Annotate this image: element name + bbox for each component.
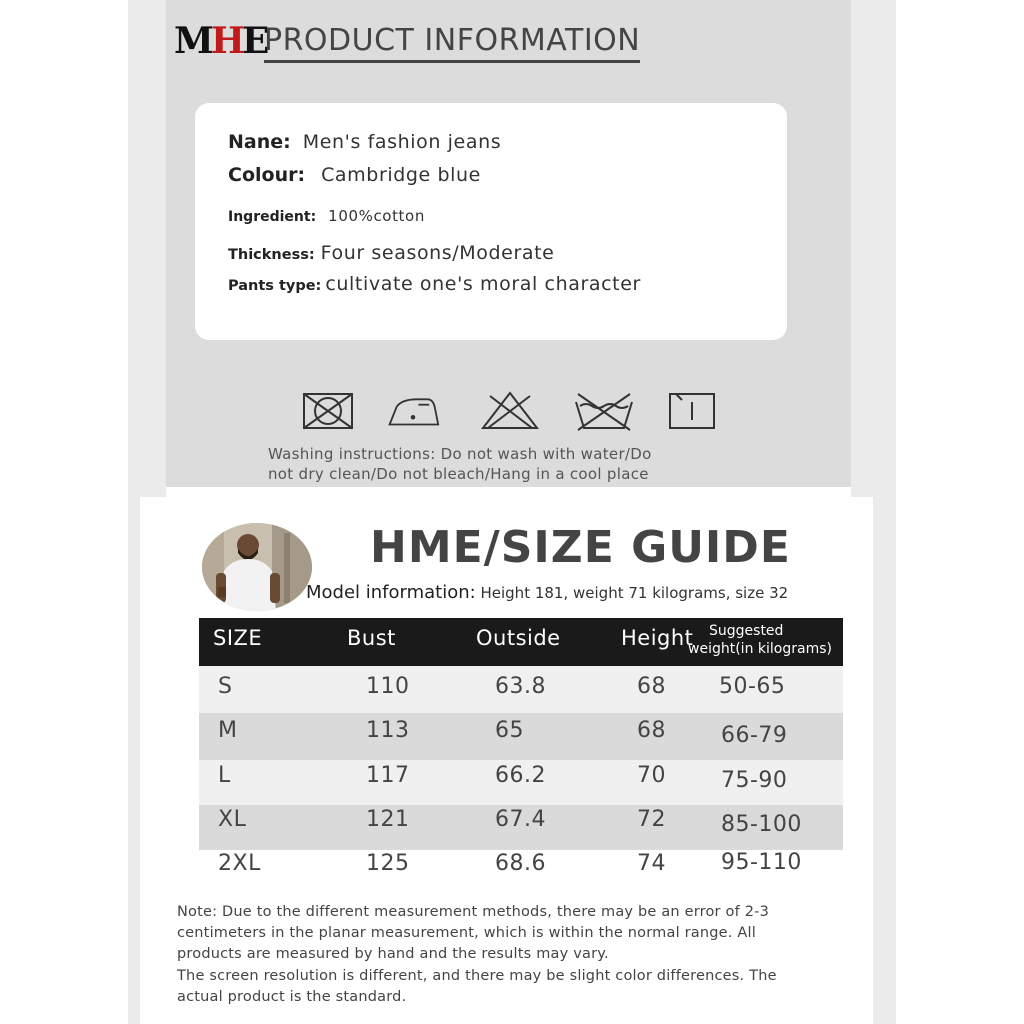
model-info-value: Height 181, weight 71 kilograms, size 32 [475, 584, 789, 602]
note-line5: actual product is the standard. [177, 989, 407, 1005]
brand-logo: MHE [174, 20, 267, 62]
table-row [199, 760, 843, 805]
note-line3: products are measured by hand and the results may vary. [177, 946, 609, 962]
info-value: 100%cotton [328, 207, 425, 225]
cell-outside: 68.6 [495, 851, 546, 876]
cell-weight: 85-100 [721, 812, 802, 837]
model-avatar [202, 523, 312, 611]
note-line1: Note: Due to the different measurement methods, there may be an error of 2-3 [177, 904, 769, 920]
model-info-label: Model information: [306, 582, 476, 603]
info-value: cultivate one's moral character [325, 273, 641, 295]
cell-weight: 50-65 [719, 674, 786, 699]
care-instructions-line2: not dry clean/Do not bleach/Hang in a cool place [268, 465, 649, 483]
cell-size: L [218, 763, 231, 788]
cell-bust: 117 [366, 763, 410, 788]
cell-height: 72 [637, 807, 666, 832]
care-instructions-line1: Washing instructions: Do not wash with water/Do [268, 445, 652, 463]
info-value: Four seasons/Moderate [320, 242, 555, 264]
cell-size: XL [218, 807, 247, 832]
cell-bust: 110 [366, 674, 410, 699]
cell-weight: 66-79 [721, 723, 788, 748]
col-header-size: SIZE [213, 626, 263, 650]
note-line4: The screen resolution is different, and there may be slight color differences. The [177, 968, 777, 984]
info-value: Cambridge blue [321, 164, 481, 186]
size-table-header [199, 618, 843, 666]
info-row-name [228, 131, 501, 153]
cell-height: 70 [637, 763, 666, 788]
info-row-ingredient [228, 207, 425, 225]
info-value: Men's fashion jeans [302, 131, 502, 153]
no-tumble-dry-icon [302, 390, 356, 432]
cell-outside: 63.8 [495, 674, 546, 699]
table-row [199, 666, 843, 713]
info-row-colour [228, 164, 481, 186]
info-row-thickness [228, 242, 554, 264]
info-label: Ingredient: [228, 209, 317, 225]
note-line2: centimeters in the planar measurement, which is within the normal range. All [177, 925, 756, 941]
cell-outside: 66.2 [495, 763, 546, 788]
cell-outside: 65 [495, 718, 524, 743]
cell-height: 68 [637, 674, 666, 699]
info-row-pants-type [228, 273, 641, 295]
cell-weight: 95-110 [721, 850, 802, 875]
info-label: Thickness: [228, 247, 315, 263]
model-information [306, 582, 788, 603]
col-header-weight-line2: weight(in kilograms) [688, 641, 832, 657]
table-row [199, 713, 843, 760]
cell-height: 68 [637, 718, 666, 743]
cell-weight: 75-90 [721, 768, 788, 793]
no-iron-icon [386, 390, 440, 432]
cell-outside: 67.4 [495, 807, 546, 832]
page-title: PRODUCT INFORMATION [264, 22, 640, 63]
left-margin [0, 0, 128, 1024]
col-header-outside: Outside [476, 626, 561, 650]
cell-bust: 125 [366, 851, 410, 876]
cell-size: 2XL [218, 851, 261, 876]
table-row [199, 805, 843, 850]
info-label: Colour: [228, 164, 306, 186]
no-bleach-icon [480, 390, 540, 432]
model-photo-icon [202, 523, 312, 611]
hang-dry-icon [668, 390, 718, 432]
info-label: Pants type: [228, 278, 322, 294]
cell-size: S [218, 674, 233, 699]
col-header-bust: Bust [347, 626, 396, 650]
no-wash-icon [572, 390, 636, 432]
table-row [199, 850, 843, 882]
cell-bust: 121 [366, 807, 410, 832]
size-guide-title: HME/SIZE GUIDE [370, 522, 791, 573]
cell-bust: 113 [366, 718, 410, 743]
col-header-height: Height [621, 626, 694, 650]
cell-size: M [218, 718, 238, 743]
info-label: Nane: [228, 131, 291, 153]
col-header-weight-line1: Suggested [709, 623, 784, 639]
cell-height: 74 [637, 851, 666, 876]
